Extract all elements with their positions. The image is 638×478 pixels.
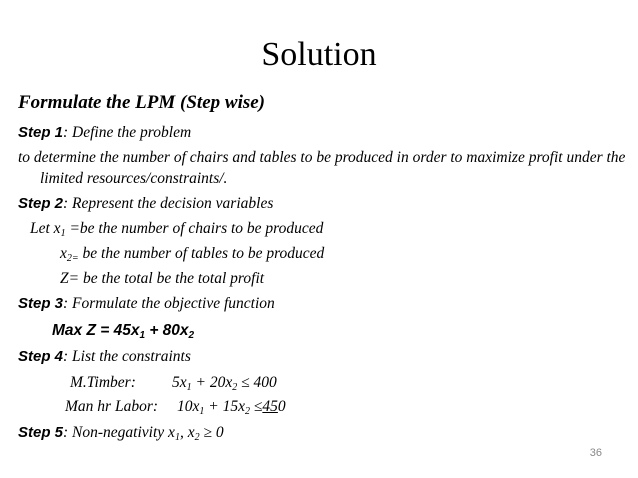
step-1-description-line-1: to determine the number of chairs and tables to be produced in order to maximize profit under the <box>18 149 626 166</box>
objective-b: + 80x <box>145 322 189 339</box>
objective-s2: 2 <box>188 330 195 341</box>
step-4 <box>18 348 191 366</box>
decision-variable-x2 <box>60 245 324 264</box>
constraint-labor-name: Man hr Labor: <box>65 398 159 415</box>
step-3-text: : Formulate the objective function <box>63 295 275 312</box>
step-1-description-line-2: limited resources/constraints/. <box>40 170 228 187</box>
section-heading: Formulate the LPM (Step wise) <box>18 92 265 113</box>
constraint-timber-name: M.Timber: <box>70 374 136 391</box>
step-1-text: : Define the problem <box>63 124 192 141</box>
nn-op: ≥ <box>199 424 216 441</box>
c1-a: 5x <box>172 374 187 391</box>
step-5-text: : Non-negativity <box>63 424 169 441</box>
step-4-label: Step 4 <box>18 348 64 365</box>
c2-op: ≤ <box>249 398 263 415</box>
step-3 <box>18 295 275 313</box>
step-2 <box>18 195 273 213</box>
var1-prefix: Let x <box>30 220 61 237</box>
step-2-label: Step 2 <box>18 195 64 212</box>
step-1-label: Step 1 <box>18 124 64 141</box>
var1-sub: 1 <box>60 228 66 239</box>
var2-prefix: x <box>60 245 67 262</box>
c2-s1: 1 <box>199 406 205 417</box>
step-4-text: : List the constraints <box>63 348 191 365</box>
slide-title: Solution <box>261 36 377 73</box>
decision-variable-z: Z= be the total be the total profit <box>60 270 265 287</box>
var2-rest: be the number of tables to be produced <box>78 245 325 262</box>
objective-a: Max Z = 45x <box>52 322 140 339</box>
step-1 <box>18 124 191 142</box>
c2-b: + 15x <box>204 398 245 415</box>
c2-rhs: 45 <box>262 398 278 415</box>
page-number: 36 <box>589 447 602 459</box>
objective-function <box>52 322 194 341</box>
c2-a: 10x <box>177 398 200 415</box>
step-3-label: Step 3 <box>18 295 64 312</box>
decision-variable-x1 <box>30 220 323 239</box>
constraint-timber <box>172 374 277 393</box>
constraint-labor <box>177 398 286 417</box>
c1-rhs: 400 <box>253 374 277 391</box>
nn-s2: 2 <box>194 432 200 443</box>
c1-s2: 2 <box>232 382 238 393</box>
nn-rhs: 0 <box>215 424 224 441</box>
step-2-text: : Represent the decision variables <box>63 195 274 212</box>
c2-rhs-tail: 0 <box>277 398 286 415</box>
var2-sub: 2= <box>66 253 79 264</box>
objective-s1: 1 <box>139 330 146 341</box>
step-5-label: Step 5 <box>18 424 64 441</box>
c1-b: + 20x <box>191 374 233 391</box>
c1-s1: 1 <box>186 382 192 393</box>
c1-op: ≤ <box>237 374 254 391</box>
nn-x1: x <box>168 424 175 441</box>
c2-s2: 2 <box>244 406 250 417</box>
nn-sep: , x <box>179 424 195 441</box>
step-5 <box>18 424 224 443</box>
nn-s1: 1 <box>174 432 180 443</box>
var1-rest: =be the number of chairs to be produced <box>65 220 324 237</box>
